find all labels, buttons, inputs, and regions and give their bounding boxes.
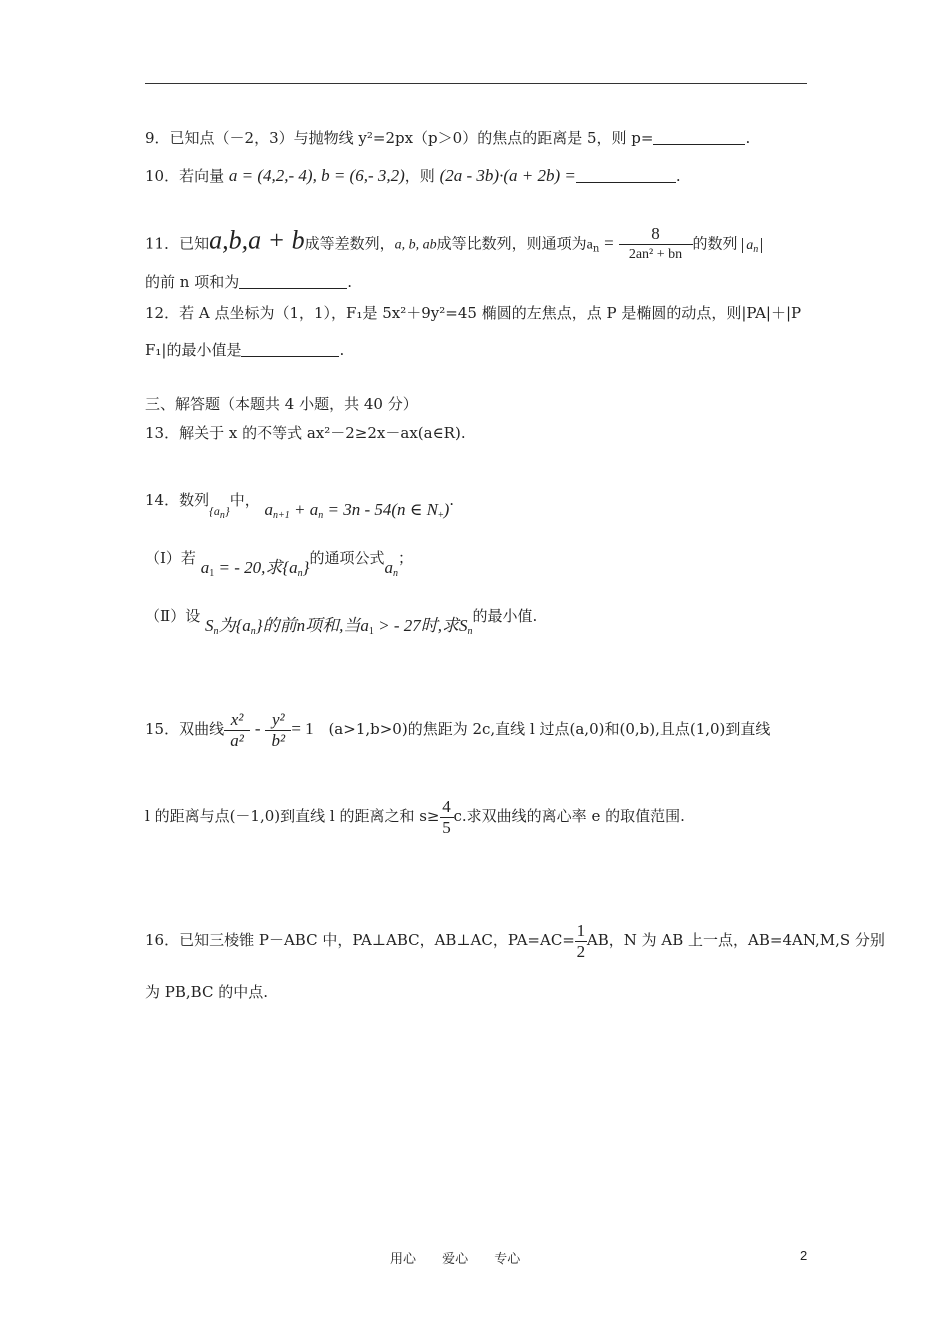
- general-term-fraction: $\frac{8}{\text{2an² + bn}}$: [619, 225, 693, 264]
- header-rule: [145, 83, 807, 84]
- answer-blank: [241, 342, 339, 357]
- question-11-line2: 的前 n 项和为 .: [145, 273, 352, 291]
- answer-blank: [239, 274, 347, 289]
- question-12: 12．若 A 点坐标为（1，1），F₁是 5x²＋9y²=45 椭圆的左焦点，点 P 是椭圆的动点，则|PA|＋|P: [145, 304, 802, 322]
- question-13: 13．解关于 x 的不等式 ax²－2≥2x－ax(a∈R).: [145, 424, 466, 442]
- question-15: 15．双曲线 $\frac{\text{x²}}{\text{a²}}$ - $\frac{\text{y²}}{\text{b²}}$ = 1 (a>1,b>0)的焦距为 2c,直线 l 过点(a,0)和(0,b),且点(1,0)到直线: [145, 709, 771, 750]
- answer-blank: [576, 168, 676, 183]
- question-11: 11．已知a,b,a + b成等差数列，a, b, ab成等比数列，则通项为$a_n$ = $\frac{8}{\text{2an² + bn}}$ 的数列 $a_n$: [145, 225, 762, 264]
- question-14: 14．数列$_{\{a_n\}}$中， $a_{n+1} + a_n = 3n - 54(n$ ∈ $N_+$).: [145, 491, 455, 521]
- arithmetic-terms: a,b,a + b: [209, 225, 305, 255]
- vector-definition: a = (4,2,- 4), b = (6,- 3,2): [228, 166, 405, 185]
- question-15-line2: l 的距离与点(－1,0)到直线 l 的距离之和 s≥ $\frac{4}{5}$ c.求双曲线的离心率 e 的取值范围.: [145, 796, 685, 837]
- dot-product-expression: (2a - 3b)·(a + 2b) =: [439, 166, 576, 185]
- section-heading: 三、解答题（本题共 4 小题，共 40 分）: [145, 395, 418, 413]
- question-9: 9．已知点（－2，3）与抛物线 y²=2px（p＞0）的焦点的距离是 5，则 p= .: [145, 129, 751, 147]
- question-16-line2: 为 PB,BC 的中点.: [145, 983, 268, 1001]
- question-12-line2: F₁|的最小值是 .: [145, 341, 345, 359]
- page-footer: 用心 爱心 专心: [390, 1252, 521, 1267]
- question-14-part2: （Ⅱ）设 $S_n$为$\{a_n\}$的前n项和,当$a_1$ > - 27时,求$S_n$的最小值.: [145, 607, 538, 637]
- answer-blank: [653, 130, 745, 145]
- recurrence-formula: $a_{n+1} + a_n = 3n - 54(n$ ∈ $N_+$): [264, 500, 450, 521]
- page-number: 2: [800, 1248, 808, 1263]
- question-10: 10．若向量 a = (4,2,- 4), b = (6,- 3,2)，则 (2a - 3b)·(a + 2b) = .: [145, 166, 681, 185]
- question-16: 16．已知三棱锥 P－ABC 中，PA⊥ABC，AB⊥AC，PA=AC= $\frac{1}{2}$ AB，N 为 AB 上一点，AB=4AN,M,S 分别: [145, 920, 885, 961]
- question-14-part1: （Ⅰ）若 $a_1$ = - 20,求$\{a_n\}$的通项公式$a_n$；: [145, 549, 413, 579]
